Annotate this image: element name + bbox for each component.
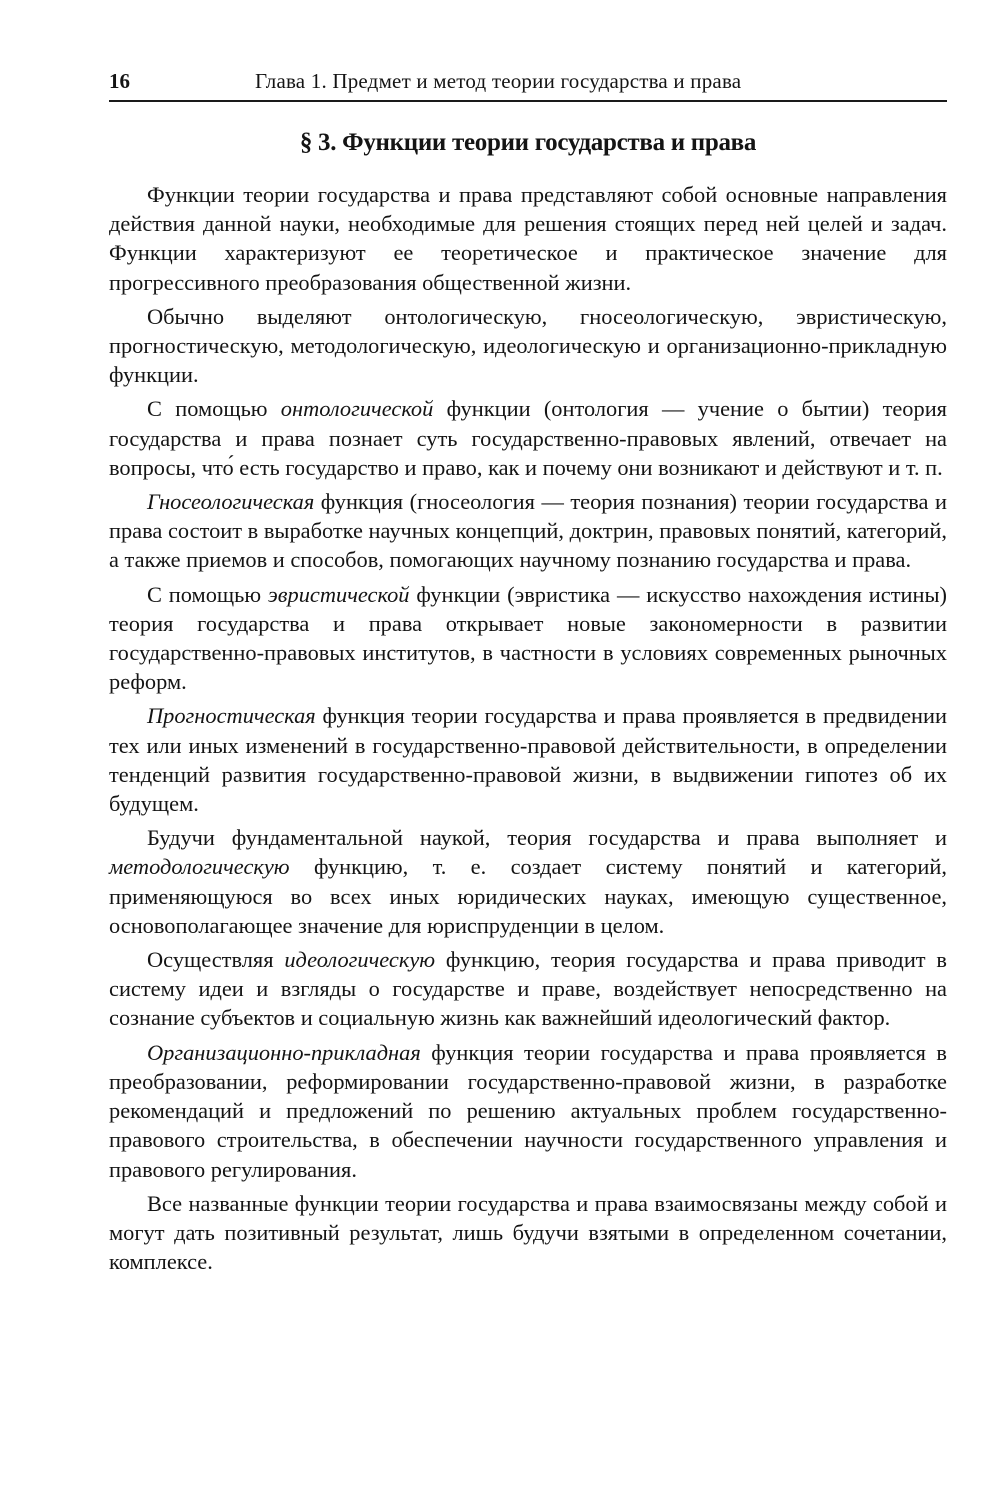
- paragraph-gnoseological: [109, 487, 947, 575]
- paragraph-text: функции (онтология — учение о бытии) теория государства и права познает суть государственно-правовых явлений, отвечает на вопросы, что́ есть государство и право, как и почему они возникают и действуют и т. п.: [109, 396, 947, 480]
- paragraph-text: функцию, т. е. создает систему понятий и категорий, применяющуюся во всех иных юридических науках, имеющую существенное, основополагающее значение для юриспруденции в целом.: [109, 854, 947, 938]
- running-head: [109, 68, 947, 102]
- section-title: § 3. Функции теории государства и права: [299, 129, 757, 156]
- paragraph-ideological: [109, 945, 947, 1033]
- paragraph-list-of-functions: [109, 302, 947, 390]
- paragraph-conclusion: [109, 1189, 947, 1277]
- paragraph-text: функция теории государства и права проявляется в преобразовании, реформировании государственно-правовой жизни, в разработке рекомендаций и предложений по решению актуальных проблем государственно-правового строительства, в обеспечении научности государственного управления и правового регулирования.: [109, 1039, 947, 1182]
- paragraph-text: функция теории государства и права проявляется в предвидении тех или иных изменений в государственно-правовой действительности, в определении тенденций развития государственно-правовой жизни, в выдвижении гипотез об их будущем.: [109, 703, 947, 817]
- paragraph-organizational: [109, 1038, 947, 1184]
- paragraph-text: функции (эвристика — искусство нахождения истины) теория государства и права открывает новые закономерности в развитии государственно-правовых институтов, в частности в условиях современных рыночных реформ.: [109, 581, 947, 695]
- paragraph-pre: С помощью: [147, 581, 268, 607]
- paragraph-prognostic: [109, 701, 947, 818]
- paragraph-text: функцию, теория государства и права приводит в систему идеи и взгляды о государстве и праве, воздействует непосредственно на сознание субъектов и социальную жизнь как важнейший идеологический фактор.: [109, 947, 947, 1031]
- paragraph-term: идеологическую: [284, 947, 436, 973]
- page-number: 16: [109, 69, 130, 93]
- paragraph-term: Гносеологическая: [147, 489, 315, 515]
- paragraph-text: Функции теории государства и права представляют собой основные направления действия данной науки, необходимые для решения стоящих перед ней целей и задач. Функции характеризуют ее теоретическое и практическое значение для прогрессивного преобразования общественной жизни.: [109, 182, 947, 295]
- paragraph-term: Организационно-прикладная: [147, 1039, 421, 1065]
- paragraph-text: Обычно выделяют онтологическую, гносеологическую, эвристическую, прогностическую, методологическую, идеологическую и организационно-прикладную функции.: [109, 303, 947, 388]
- paragraph-term: эвристической: [267, 581, 410, 607]
- paragraph-term: методологическую: [109, 854, 290, 880]
- paragraph-pre: Осуществляя: [147, 947, 285, 973]
- paragraph-term: онтологической: [280, 396, 434, 422]
- paragraph-heuristic: [109, 580, 947, 697]
- paragraph-term: Прогностическая: [147, 703, 316, 729]
- paragraph-text: функция (гносеология — теория познания) теории государства и права состоит в выработке научных концепций, доктрин, правовых понятий, категорий, а также приемов и способов, помогающих научному познанию государства и права.: [109, 489, 947, 573]
- paragraph-methodological: [109, 823, 947, 940]
- paragraph-pre: Будучи фундаментальной наукой, теория государства и права выполняет и: [147, 825, 947, 851]
- body-text: [109, 180, 947, 1281]
- paragraph-pre: С помощью: [147, 396, 281, 422]
- paragraph-ontological: [109, 394, 947, 482]
- paragraph-text: Все названные функции теории государства и права взаимосвязаны между собой и могут дать позитивный результат, лишь будучи взятыми в определенном сочетании, комплексе.: [109, 1190, 947, 1275]
- chapter-title: Глава 1. Предмет и метод теории государства и права: [255, 69, 742, 93]
- paragraph-intro: [109, 180, 947, 297]
